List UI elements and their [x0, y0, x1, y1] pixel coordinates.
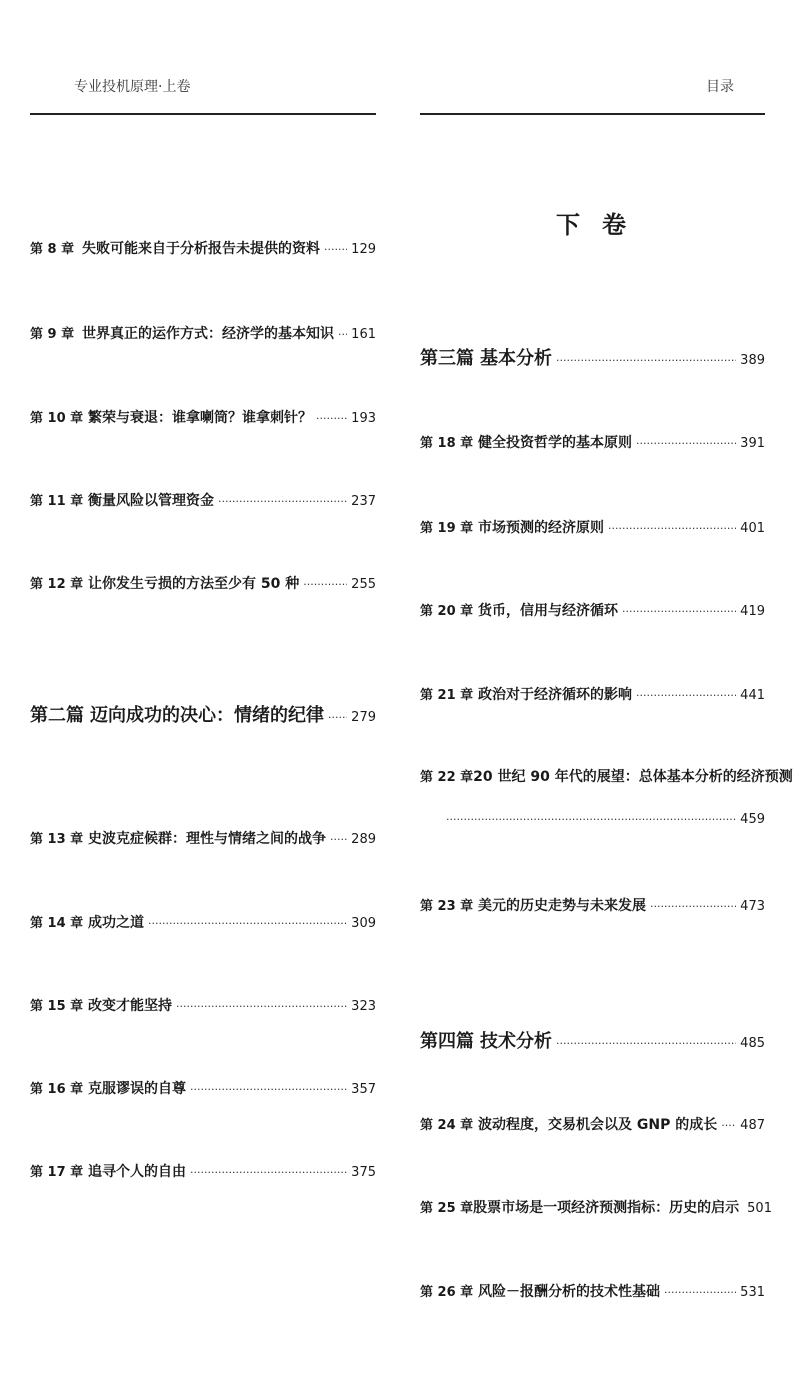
toc-entry — [30, 407, 376, 427]
chapter-number: 第 10 章 — [30, 411, 84, 426]
toc-entry — [30, 573, 376, 593]
chapter-number: 第 12 章 — [30, 577, 84, 592]
leader-dots — [556, 1037, 736, 1050]
chapter-title: 健全投资哲学的基本原则 — [478, 435, 632, 451]
chapter-title: 让你发生亏损的方法至少有 50 种 — [88, 576, 300, 592]
page-number: 289 — [351, 832, 376, 847]
page-number: 501 — [747, 1201, 772, 1216]
chapter-number: 第 25 章 — [420, 1201, 474, 1216]
chapter-title: 20 世纪 90 年代的展望：总体基本分析的经济预测 — [473, 769, 793, 785]
chapter-title: 成功之道 — [88, 915, 144, 931]
running-header-right: 目录 — [706, 79, 734, 95]
leader-dots — [190, 1083, 347, 1096]
leader-dots — [218, 495, 347, 508]
page-number: 161 — [351, 327, 376, 342]
chapter-number: 第 21 章 — [420, 688, 474, 703]
toc-entry — [30, 238, 376, 258]
page-number: 255 — [351, 577, 376, 592]
chapter-title: 风险－报酬分析的技术性基础 — [478, 1284, 660, 1300]
chapter-number: 第 9 章 — [30, 327, 75, 342]
chapter-number: 第 24 章 — [420, 1118, 474, 1133]
toc-part-entry — [420, 1027, 765, 1053]
chapter-number: 第 14 章 — [30, 916, 84, 931]
leader-dots — [328, 711, 347, 724]
toc-entry — [30, 995, 376, 1015]
toc-entry — [420, 1197, 772, 1217]
part-title: 技术分析 — [480, 1031, 552, 1052]
chapter-title: 波动程度，交易机会以及 GNP 的成长 — [478, 1117, 718, 1133]
page-number: 279 — [351, 710, 376, 725]
toc-entry — [420, 766, 793, 786]
leader-dots — [556, 354, 736, 367]
chapter-title: 衡量风险以管理资金 — [88, 493, 214, 509]
volume-title: 下卷 — [556, 211, 648, 239]
leader-dots — [608, 522, 736, 535]
chapter-title: 世界真正的运作方式：经济学的基本知识 — [82, 326, 334, 342]
chapter-title: 克服谬误的自尊 — [88, 1081, 186, 1097]
leader-dots — [721, 1119, 736, 1132]
page-number: 531 — [740, 1285, 765, 1300]
page-number: 485 — [740, 1036, 765, 1051]
toc-entry — [30, 1161, 376, 1181]
toc-entry — [420, 895, 765, 915]
chapter-title: 繁荣与衰退：谁拿喇筒？谁拿刺针？ — [88, 410, 312, 426]
chapter-title: 失败可能来自于分析报告未提供的资料 — [82, 241, 320, 257]
toc-entry — [420, 517, 765, 537]
page-number: 375 — [351, 1165, 376, 1180]
chapter-number: 第 17 章 — [30, 1165, 84, 1180]
leader-dots — [324, 243, 347, 256]
leader-dots — [664, 1286, 736, 1299]
leader-dots — [148, 917, 347, 930]
page-number: 193 — [351, 411, 376, 426]
page-number: 441 — [740, 688, 765, 703]
toc-entry-continuation — [446, 812, 765, 827]
leader-dots — [330, 833, 347, 846]
leader-dots — [446, 813, 736, 826]
chapter-title: 货币，信用与经济循环 — [478, 603, 618, 619]
leader-dots — [636, 689, 736, 702]
header-rule-left — [30, 113, 376, 115]
chapter-number: 第 15 章 — [30, 999, 84, 1014]
leader-dots — [338, 328, 347, 341]
leader-dots — [316, 412, 347, 425]
running-header-left: 专业投机原理·上卷 — [74, 79, 191, 95]
chapter-number: 第 23 章 — [420, 899, 474, 914]
chapter-number: 第 20 章 — [420, 604, 474, 619]
toc-entry — [30, 828, 376, 848]
page-number: 309 — [351, 916, 376, 931]
chapter-title: 市场预测的经济原则 — [478, 520, 604, 536]
page-number: 237 — [351, 494, 376, 509]
page-number: 129 — [351, 242, 376, 257]
page-number: 459 — [740, 812, 765, 827]
chapter-title: 美元的历史走势与未来发展 — [478, 898, 646, 914]
chapter-title: 股票市场是一项经济预测指标：历史的启示 — [473, 1200, 740, 1216]
toc-part-entry — [420, 344, 765, 370]
chapter-title: 追寻个人的自由 — [88, 1164, 186, 1180]
page-number: 487 — [740, 1118, 765, 1133]
chapter-title: 政治对于经济循环的影响 — [478, 687, 632, 703]
leader-dots — [650, 900, 736, 913]
page-number: 419 — [740, 604, 765, 619]
page-number: 389 — [740, 353, 765, 368]
toc-entry — [30, 1078, 376, 1098]
header-rule-right — [420, 113, 765, 115]
part-title: 基本分析 — [480, 348, 552, 369]
part-number: 第三篇 — [420, 348, 474, 369]
leader-dots — [176, 1000, 347, 1013]
part-title: 迈向成功的决心：情绪的纪律 — [90, 705, 324, 726]
page-number: 401 — [740, 521, 765, 536]
chapter-number: 第 18 章 — [420, 436, 474, 451]
toc-entry — [420, 600, 765, 620]
toc-entry — [30, 323, 376, 343]
page-number: 391 — [740, 436, 765, 451]
toc-entry — [30, 912, 376, 932]
page-number: 323 — [351, 999, 376, 1014]
part-number: 第二篇 — [30, 705, 84, 726]
toc-entry — [420, 1114, 765, 1134]
toc-entry — [420, 1281, 765, 1301]
leader-dots — [636, 437, 736, 450]
part-number: 第四篇 — [420, 1031, 474, 1052]
leader-dots — [622, 605, 736, 618]
leader-dots — [303, 578, 347, 591]
page-number: 357 — [351, 1082, 376, 1097]
toc-part-entry — [30, 701, 376, 727]
chapter-number: 第 22 章 — [420, 770, 474, 785]
toc-entry — [420, 684, 765, 704]
chapter-number: 第 26 章 — [420, 1285, 474, 1300]
chapter-number: 第 11 章 — [30, 494, 84, 509]
toc-entry — [420, 432, 765, 452]
chapter-number: 第 13 章 — [30, 832, 84, 847]
toc-entry — [30, 490, 376, 510]
page-number: 473 — [740, 899, 765, 914]
leader-dots — [190, 1166, 347, 1179]
chapter-number: 第 8 章 — [30, 242, 75, 257]
chapter-title: 史波克症候群：理性与情绪之间的战争 — [88, 831, 326, 847]
chapter-title: 改变才能坚持 — [88, 998, 172, 1014]
chapter-number: 第 19 章 — [420, 521, 474, 536]
chapter-number: 第 16 章 — [30, 1082, 84, 1097]
